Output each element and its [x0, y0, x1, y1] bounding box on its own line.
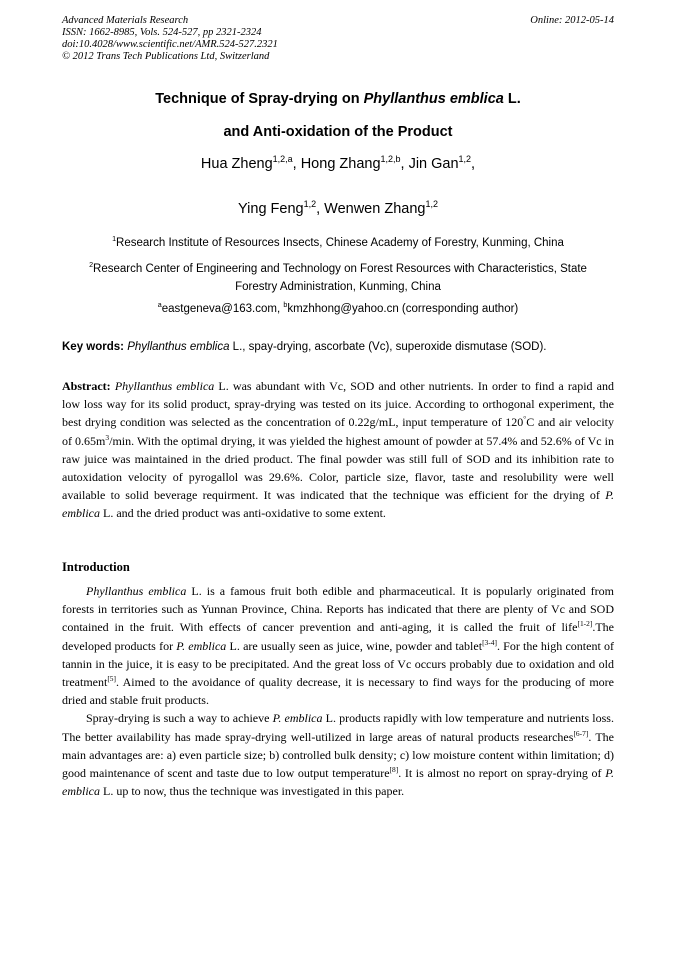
- keywords: Key words: Phyllanthus emblica L., spay-drying, ascorbate (Vc), superoxide dismutase (SOD).: [62, 341, 547, 353]
- citation: [3-4]: [482, 637, 497, 647]
- author-list-line-2: Ying Feng$^{1,2}$, Wenwen Zhang$^{1,2}$: [238, 199, 438, 217]
- keywords-label: Key words:: [62, 341, 124, 353]
- author-emails: $^a$eastgeneva@163.com, $^b$kmzhhong@yahoo.cn (corresponding author): [157, 301, 519, 315]
- doi-line: doi:10.4028/www.scientific.net/AMR.524-527.2321: [62, 39, 278, 50]
- affiliation-2: $^2$Research Center of Engineering and Technology on Forest Resources with Characteristics, State Forestry Administration, Kunming, China: [89, 261, 587, 293]
- citation: [5]: [107, 674, 116, 684]
- journal-header: [62, 15, 278, 63]
- abstract: Abstract: Phyllanthus emblica L. was abundant with Vc, SOD and other nutrients. In order to find a rapid and low loss way for its solid product, spray-drying was tested on its juice. According to orthogonal experiment, the best drying condition was selected as the concentration of 0.22g/mL, input temperature of 120°C and air velocity of $0.65m^3/\min$. With the optimal drying, it was yielded the highest amount of powder at 57.4% and 52.6% of Vc in raw juice was maintained in the dried product. The final powder was still full of SOD and its inhibition rate to autoxidation velocity of pyrogallol was 29.6%. Color, particle size, flavor, taste and resolubility were well available to solid beverage requirment. It was indicated that the technique was efficient for the drying of P. emblica L. and the dried product was anti-oxidative to some extent.: [62, 379, 614, 521]
- citation: [6-7]: [573, 728, 589, 738]
- intro-paragraph-1: Phyllanthus emblica L. is a famous fruit both edible and pharmaceutical. It is popularly originated from forests in territories such as Yunnan Province, China. Reports has indicated that there are plenty of Vc and SOD contained in the fruit. With effects of cancer prevention and anti-aging, it is called the fruit of life[1-2].The developed products for P. emblica L. are usually seen as juice, wine, powder and tablet[3-4]. For the high content of tannin in the juice, it is easy to be precipitated. And the great loss of Vc occurs probably due to oxidation and old treatment[5]. Aimed to the avoidance of quality decrease, it is necessary to find ways for the producing of more dried and stable fruit products.: [62, 584, 615, 708]
- copyright-line: © 2012 Trans Tech Publications Ltd, Switzerland: [62, 51, 270, 62]
- abstract-label: Abstract:: [62, 379, 111, 393]
- citation: [1-2]: [577, 619, 593, 629]
- affiliation-1: $^1$Research Institute of Resources Insects, Chinese Academy of Forestry, Kunming, China: [112, 235, 564, 249]
- journal-name: Advanced Materials Research: [62, 15, 189, 26]
- section-heading-introduction: Introduction: [62, 560, 130, 574]
- introduction-body: [62, 582, 614, 800]
- issn-line: ISSN: 1662-8985, Vols. 524-527, pp 2321-2324: [62, 27, 262, 38]
- citation: [8]: [389, 765, 399, 775]
- paper-title-line-1: Technique of Spray-drying on Phyllanthus emblica L.: [155, 91, 521, 107]
- paper-title-line-2: and Anti-oxidation of the Product: [223, 124, 453, 140]
- title-species: Phyllanthus emblica: [363, 91, 504, 107]
- intro-paragraph-2: Spray-drying is such a way to achieve P. emblica L. products rapidly with low temperature and nutrients loss. The better availability has made spray-drying well-utilized in large areas of natural products researches[6-7]. The main advantages are: a) even particle size; b) controlled bulk density; c) low moisture content within limitation; d) good maintenance of scent and taste due to low output temperature[8]. It is almost no report on spray-drying of P. emblica L. up to now, thus the technique was investigated in this paper.: [62, 711, 614, 799]
- author-list-line-1: Hua Zheng$^{1,2,a}$, Hong Zhang$^{1,2,b}$, Jin Gan$^{1,2}$,: [200, 154, 476, 172]
- online-date: Online: 2012-05-14: [530, 15, 614, 26]
